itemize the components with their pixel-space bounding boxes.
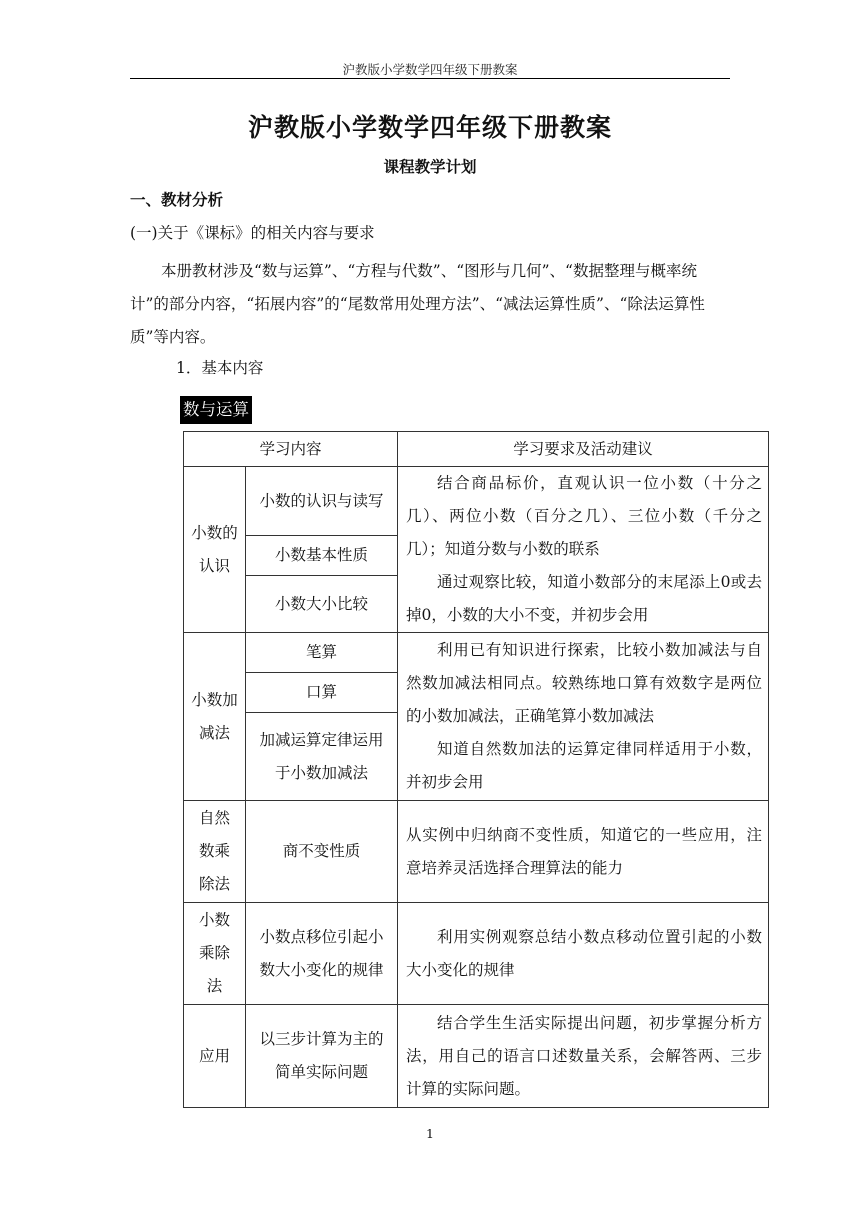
topic-cell: 小数基本性质 (246, 536, 398, 576)
topic-cell: 商不变性质 (246, 801, 398, 903)
item-heading: 1．基本内容 (176, 359, 264, 377)
table-row (184, 467, 769, 536)
topic-cell: 小数的认识与读写 (246, 467, 398, 536)
requirement-text: 通过观察比较，知道小数部分的末尾添上0或去掉0，小数的大小不变，并初步会用 (406, 573, 763, 624)
table-row (184, 903, 769, 1005)
requirement-cell (398, 633, 769, 801)
category-cell: 小数乘除法 (184, 903, 246, 1005)
subsection-heading: (一)关于《课标》的相关内容与要求 (130, 224, 375, 242)
requirement-text: 知道自然数加法的运算定律同样适用于小数，并初步会用 (406, 740, 763, 791)
table-header-row (184, 432, 769, 467)
topic-cell: 加减运算定律运用于小数加减法 (246, 713, 398, 801)
requirement-cell: 结合学生生活实际提出问题，初步掌握分析方法，用自己的语言口述数量关系，会解答两、三步计算的实际问题。 (398, 1005, 769, 1108)
requirement-cell: 从实例中归纳商不变性质，知道它的一些应用，注意培养灵活选择合理算法的能力 (398, 801, 769, 903)
requirement-text: 利用已有知识进行探索，比较小数加减法与自然数加减法相同点。较熟练地口算有效数字是两位的小数加减法，正确笔算小数加减法 (406, 641, 763, 725)
topic-tag: 数与运算 (180, 396, 252, 424)
table-row (184, 1005, 769, 1108)
category-cell: 小数加减法 (184, 633, 246, 801)
intro-paragraph: 本册教材涉及“数与运算”、“方程与代数”、“图形与几何”、“数据整理与概率统计”的部分内容，“拓展内容”的“尾数常用处理方法”、“减法运算性质”、“除法运算性质”等内容。 (130, 262, 705, 346)
content-table (183, 431, 769, 1108)
topic-cell: 口算 (246, 673, 398, 713)
requirement-text: 结合商品标价，直观认识一位小数（十分之几）、两位小数（百分之几）、三位小数（千分之几）；知道分数与小数的联系 (406, 474, 763, 558)
document-title: 沪教版小学数学四年级下册教案 (247, 113, 612, 142)
section-heading: 一、教材分析 (130, 190, 224, 209)
running-header: 沪教版小学数学四年级下册教案 (342, 62, 518, 77)
topic-cell: 以三步计算为主的简单实际问题 (246, 1005, 398, 1108)
category-cell: 应用 (184, 1005, 246, 1108)
page-number: 1 (426, 1126, 434, 1141)
header-rule (130, 78, 730, 79)
table-header-cell: 学习要求及活动建议 (398, 432, 769, 467)
requirement-cell: 利用实例观察总结小数点移动位置引起的小数大小变化的规律 (398, 903, 769, 1005)
topic-cell: 小数点移位引起小数大小变化的规律 (246, 903, 398, 1005)
table-row (184, 633, 769, 673)
table-row (184, 801, 769, 903)
document-subtitle: 课程教学计划 (383, 157, 477, 176)
topic-cell: 小数大小比较 (246, 576, 398, 633)
requirement-cell (398, 467, 769, 633)
topic-cell: 笔算 (246, 633, 398, 673)
category-cell: 小数的认识 (184, 467, 246, 633)
table-header-cell: 学习内容 (184, 432, 398, 467)
category-cell: 自然数乘除法 (184, 801, 246, 903)
